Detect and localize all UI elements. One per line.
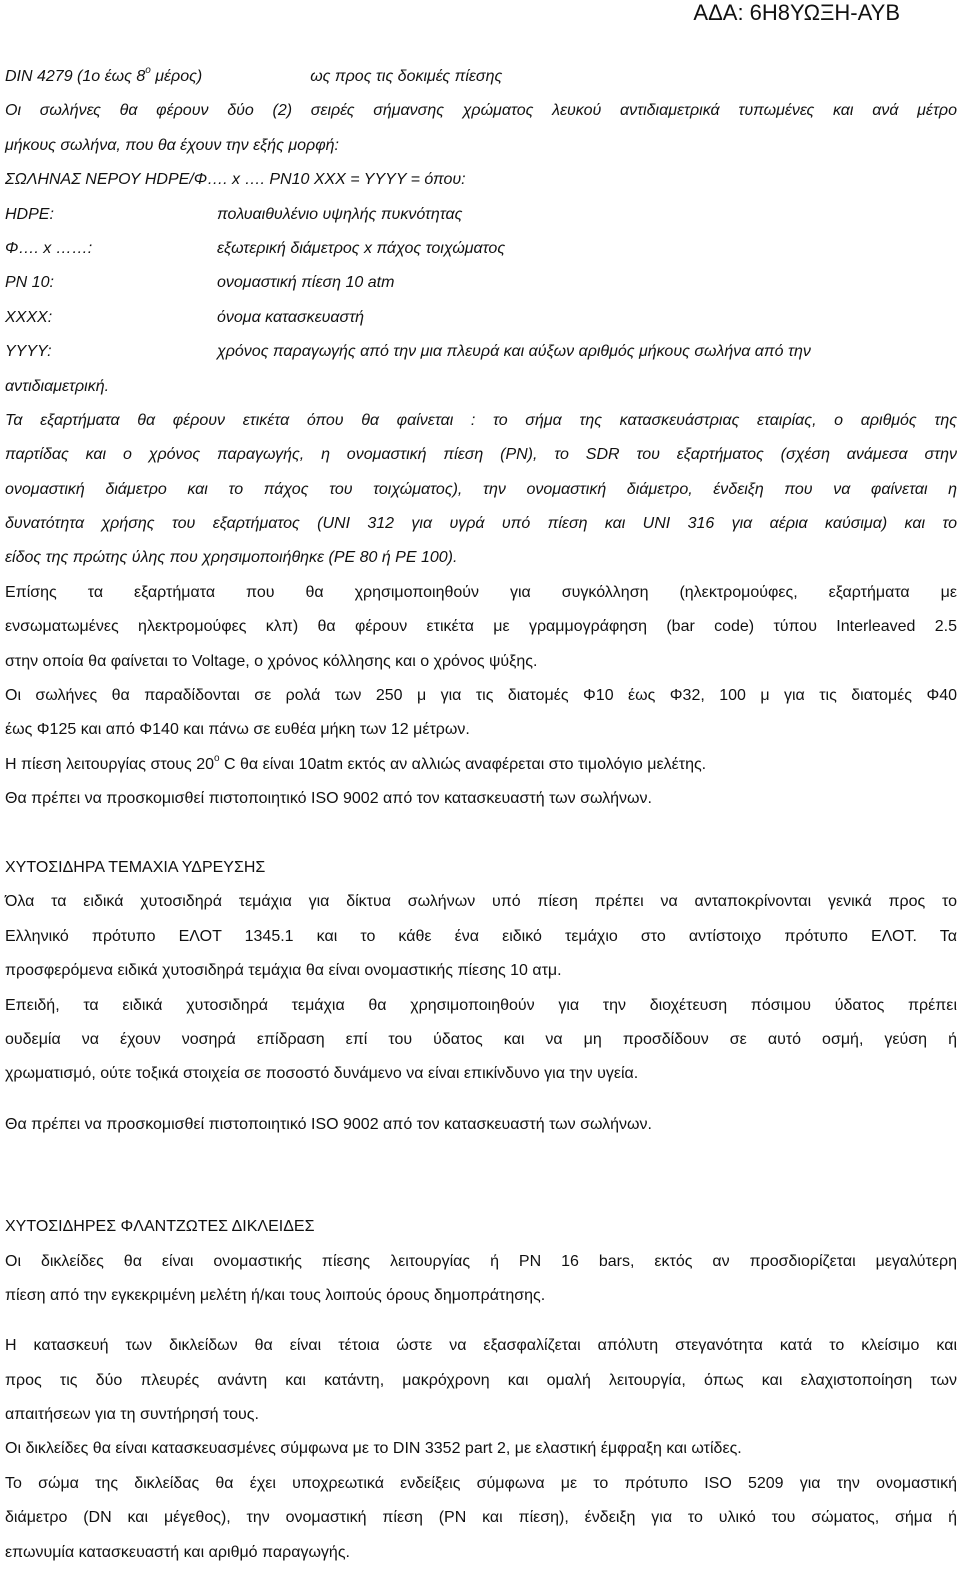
cast-iron-p2-line: Επειδή, τα ειδικά χυτοσιδηρά τεμάχια θα χρησιμοποιηθούν για την διοχέτευση πόσιμου ύδατος πρέπει [5,996,957,1014]
valves-p4-line: επωνυμία κατασκευαστή και αριθμό παραγωγής. [5,1543,350,1561]
definition-term: PN 10: [5,274,54,292]
iso-pipes-line: Θα πρέπει να προσκομισθεί πιστοποιητικό ISO 9002 από τον κατασκευαστή των σωλήνων. [5,790,652,808]
electro-line: στην οποία θα φαίνεται το Voltage, ο χρόνος κόλλησης και ο χρόνος ψύξης. [5,652,538,670]
definition-row [5,335,957,369]
definition-tail: αντιδιαμετρική. [5,377,110,395]
din-line: DIN 4279 (1ο έως $8^o$ μέρος) ως προς τις δοκιμές πίεσης [5,65,503,85]
valves-p2-line: απαιτήσεων για τη συντήρησή τους. [5,1406,259,1424]
fittings-line: είδος της πρώτης ύλης που χρησιμοποιήθηκε (PE 80 ή PE 100). [5,549,458,567]
definition-desc: χρόνος παραγωγής από την μια πλευρά και αύξων αριθμός μήκους σωλήνα από την [217,343,811,361]
electro-line: Επίσης τα εξαρτήματα που θα χρησιμοποιηθούν για συγκόλληση (ηλεκτρομούφες, εξαρτήματα με [5,583,957,601]
cast-iron-p1-line: προσφερόμενα ειδικά χυτοσιδηρά τεμάχια θα είναι ονομαστικής πίεσης 10 ατμ. [5,962,562,980]
marking-line-1: Οι σωλήνες θα φέρουν δύο (2) σειρές σήμανσης χρώματος λευκού αντιδιαμετρικά τυπωμένες και ανά μέτρο [5,102,957,120]
valves-p1-line: Οι δικλείδες θα είναι ονομαστικής πίεσης λειτουργίας ή PN 16 bars, εκτός αν προσδιορίζεται μεγαλύτερη [5,1252,957,1270]
definition-desc: ονομαστική πίεση 10 atm [217,274,395,292]
definition-row [5,301,957,335]
definition-row [5,232,957,266]
definition-row [5,198,957,232]
fittings-line: παρτίδας και ο χρόνος παραγωγής, η ονομαστική πίεση (PN), το SDR του εξαρτήματος (σχέση ανάμεσα στην [5,446,957,464]
cast-iron-p1-line: Όλα τα ειδικά χυτοσιδηρά τεμάχια για δίκτυα σωλήνων υπό πίεση πρέπει να ανταποκρίνονται γενικά προς το [5,893,957,911]
definition-desc: εξωτερική διάμετρος x πάχος τοιχώματος [217,239,506,257]
cast-iron-iso-line: Θα πρέπει να προσκομισθεί πιστοποιητικό ISO 9002 από τον κατασκευαστή των σωλήνων. [5,1115,652,1133]
valves-p1-line: πίεση από την εγκεκριμένη μελέτη ή/και τους λοιπούς όρους δημοπράτησης. [5,1286,546,1304]
pressure-line: Η πίεση λειτουργίας στους $20^o$ C θα είναι 10atm εκτός αν αλλιώς αναφέρεται στο τιμολόγιο μελέτης. [5,752,707,773]
fittings-line: ονομαστική διάμετρο και το πάχος του τοιχώματος), την ονομαστική διάμετρο, ένδειξη που να φαίνεται η [5,480,957,498]
cast-iron-p2-line: χρωματισμό, ούτε τοξικά στοιχεία σε ποσοστό δυνάμενο να είναι επικίνδυνο για την υγεία. [5,1065,639,1083]
definition-desc: πολυαιθυλένιο υψηλής πυκνότητας [217,205,463,223]
delivery-line: Οι σωλήνες θα παραδίδονται σε ρολά των 250 μ για τις διατομές Φ10 έως Φ32, 100 μ για τις διατομές Φ40 [5,687,957,705]
ada-code: ΑΔΑ: 6Η8ΥΩΞΗ-ΑΥΒ [693,0,900,25]
definition-desc: όνομα κατασκευαστή [217,308,365,326]
cast-iron-p2-line: ουδεμία να έχουν νοσηρά επίδραση επί του ύδατος και να μη προσδίδουν σε αυτό οσμή, γεύση ή [5,1030,957,1048]
fittings-line: Τα εξαρτήματα θα φέρουν ετικέτα όπου θα φαίνεται : το σήμα της κατασκευάστριας εταιρίας, ο αριθμός της [5,411,957,429]
marking-format: ΣΩΛΗΝΑΣ ΝΕΡΟΥ HDPE/Φ…. x …. PN10 XXX = YYYY = όπου: [5,171,466,189]
definition-term: Φ…. x ……: [5,239,93,257]
valves-p4-line: Το σώμα της δικλείδας θα έχει υποχρεωτικά ενδείξεις σύμφωνα με το πρότυπο ISO 5209 για την ονομαστική [5,1474,957,1492]
valves-p3-line: Οι δικλείδες θα είναι κατασκευασμένες σύμφωνα με το DIN 3352 part 2, με ελαστική έμφραξη και ωτίδες. [5,1440,742,1458]
marking-line-2: μήκους σωλήνα, που θα έχουν την εξής μορφή: [5,136,339,154]
delivery-line: έως Φ125 και από Φ140 και πάνω σε ευθέα μήκη των 12 μέτρων. [5,721,470,739]
definition-row [5,266,957,300]
valves-p4-line: διάμετρο (DN και μέγεθος), την ονομαστική πίεση (PN και πίεση), ένδειξη για το υλικό του σώματος, σήμα ή [5,1509,957,1527]
document-body [5,60,957,1570]
definition-term: HDPE: [5,205,54,223]
definition-term: XXXX: [5,308,53,326]
cast-iron-p1-line: Ελληνικό πρότυπο ΕΛΟΤ 1345.1 και το κάθε ένα ειδικό τεμάχιο στο αντίστοιχο πρότυπο ΕΛΟΤ. Τα [5,927,957,945]
fittings-line: δυνατότητα χρήσης του εξαρτήματος (UNI 312 για υγρά υπό πίεση και UNI 316 για αέρια καύσιμα) και το [5,515,957,533]
valves-p2-line: Η κατασκευή των δικλείδων θα είναι τέτοια ώστε να εξασφαλίζεται απόλυτη στεγανότητα κατά το κλείσιμο και [5,1337,957,1355]
valves-heading: ΧΥΤΟΣΙΔΗΡΕΣ ΦΛΑΝΤΖΩΤΕΣ ΔΙΚΛΕΙΔΕΣ [5,1218,315,1236]
definition-term: YYYY: [5,343,52,361]
valves-p2-line: προς τις δύο πλευρές ανάντη και κατάντη, μακρόχρονη και ομαλή λειτουργία, όπως και ελαχιστοποίηση των [5,1371,957,1389]
electro-line: ενσωματωμένες ηλεκτρομούφες κλπ) θα φέρουν ετικέτα με γραμμογράφηση (bar code) τύπου Interleaved 2.5 [5,618,957,636]
cast-iron-heading: ΧΥΤΟΣΙΔΗΡΑ ΤΕΜΑΧΙΑ ΥΔΡΕΥΣΗΣ [5,858,266,876]
